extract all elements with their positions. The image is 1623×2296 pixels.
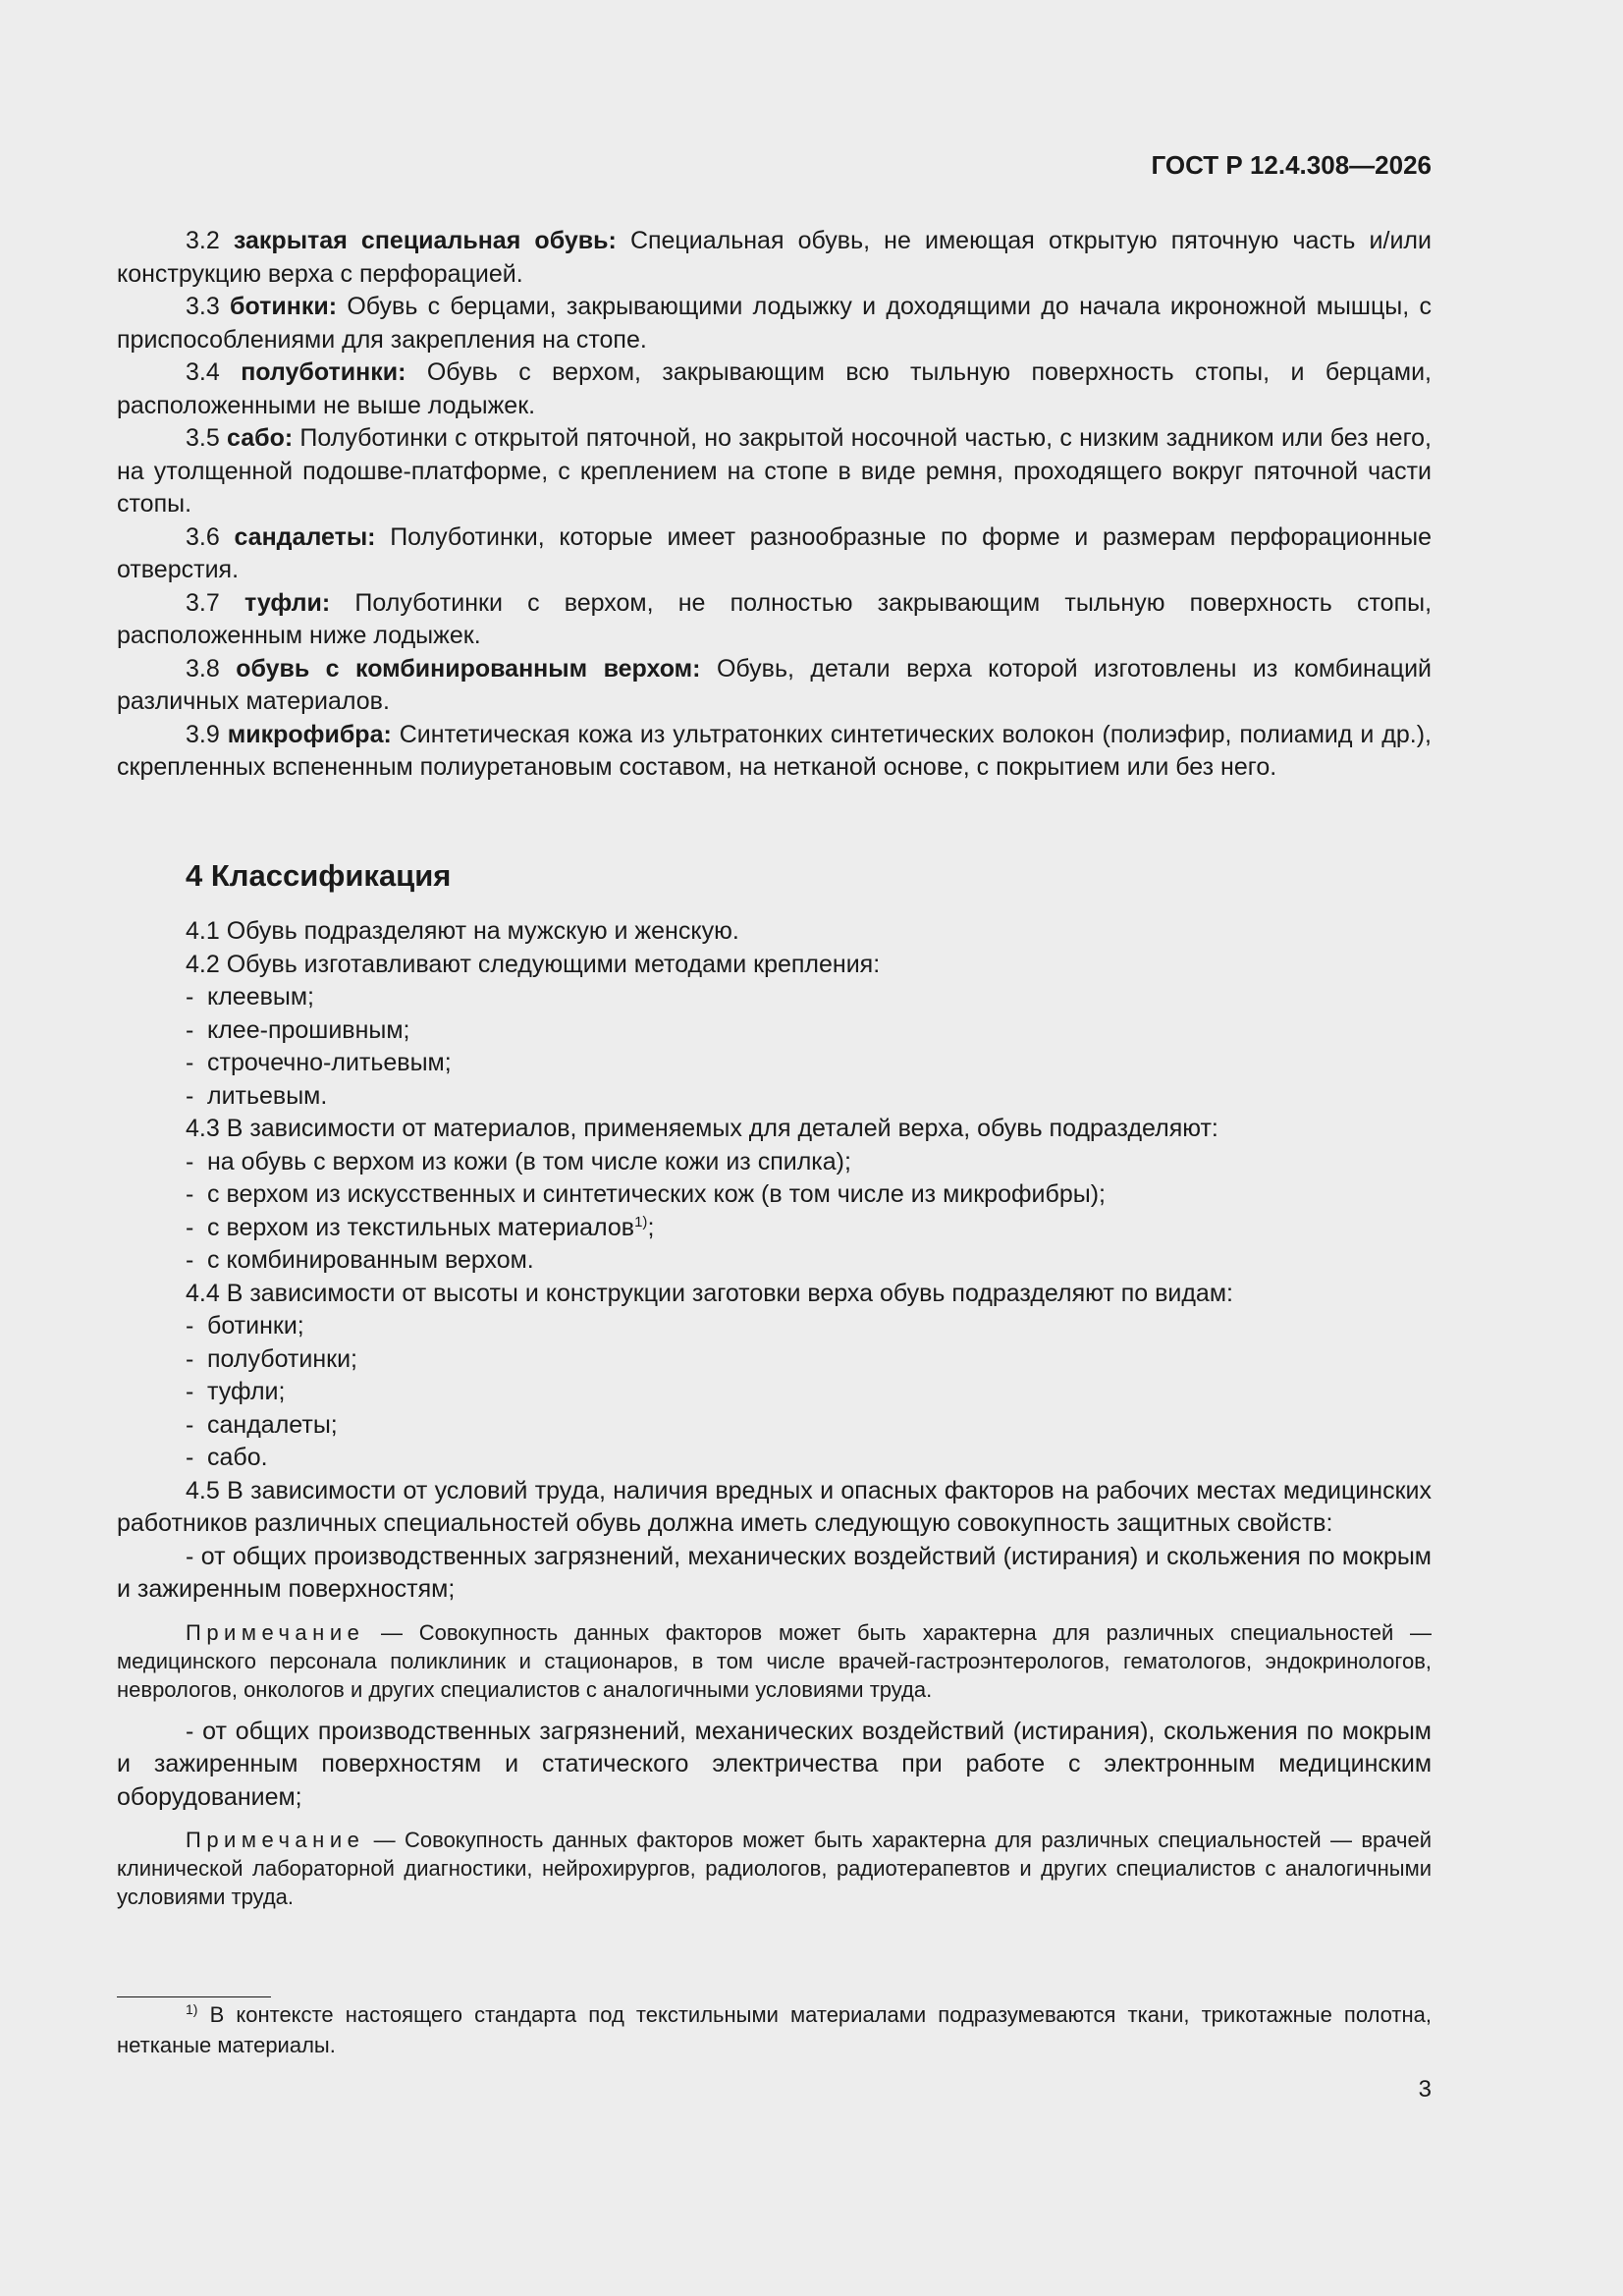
term-name: закрытая специальная обувь: (233, 227, 617, 254)
clause-4-1: 4.1 Обувь подразделяют на мужскую и женскую. (186, 917, 739, 945)
term-definition: Обувь с берцами, закрывающими лодыжку и доходящими до начала икроножной мышцы, с приспособлениями для закрепления на стопе. (117, 293, 1432, 354)
note-label: Примечание (186, 1828, 365, 1852)
term-definition: Обувь, детали верха которой изготовлены из комбинаций различных материалов. (117, 654, 1433, 715)
section-heading: 4 Классификация (186, 858, 452, 893)
note-1: Примечание — Совокупность данных факторов может быть характерна для различных специальностей — медицинского персонала поликлиник и стационаров, в том числе врачей-гастроэнтерологов, гематологов, эндокринологов, неврологов, онкологов и других специалистов с аналогичными условиями труда. (117, 1619, 1432, 1702)
term-name: обувь с комбинированным верхом: (236, 654, 701, 683)
list-item: - литьевым. (186, 1081, 328, 1110)
term-definition: Полуботинки с верхом, не полностью закрывающим тыльную поверхность стопы, расположенным ниже лодыжек. (117, 588, 1433, 649)
footnote-reference: 1) (634, 1213, 648, 1230)
list-item: - клее-прошивным; (186, 1015, 410, 1044)
term-definition: Специальная обувь, не имеющая открытую пяточную часть и/или конструкцию верха с перфорацией. (117, 227, 1432, 288)
document-code: ГОСТ Р 12.4.308—2026 (1151, 150, 1432, 180)
clause-4-5: 4.5 В зависимости от условий труда, наличия вредных и опасных факторов на рабочих местах медицинских работников различных специальностей обувь должна иметь следующую совокупность защитных свойств: (117, 1476, 1432, 1537)
term-name: ботинки: (230, 293, 338, 320)
term-name: туфли: (243, 588, 331, 617)
term-3-6: 3.6 сандалеты: Полуботинки, которые имеет разнообразные по форме и размерам перфорационные отверстия. (117, 522, 1433, 583)
list-item: - сандалеты; (186, 1410, 338, 1439)
clause-4-3: 4.3 В зависимости от материалов, применяемых для деталей верха, обувь подразделяют: (186, 1115, 1218, 1142)
term-name: микрофибра: (227, 720, 392, 748)
terms-section (117, 225, 1432, 785)
list-item: - клеевым; (186, 983, 314, 1011)
list-item: - строчечно-литьевым; (186, 1049, 452, 1076)
list-item: - туфли; (186, 1378, 286, 1405)
term-3-8: 3.8 обувь с комбинированным верхом: Обувь, детали верха которой изготовлены из комбинаций различных материалов. (117, 654, 1433, 715)
list-item: - на обувь с верхом из кожи (в том числе кожи из спилка); (186, 1147, 851, 1175)
note-2: Примечание — Совокупность данных факторов может быть характерна для различных специальностей — врачей клинической лабораторной диагностики, нейрохирургов, радиологов, радиотерапевтов и других специалистов с аналогичными условиями труда. (117, 1828, 1432, 1909)
footnote-marker: 1) (186, 2001, 198, 2017)
classification-section (117, 915, 1432, 1923)
term-name: полуботинки: (241, 358, 406, 386)
term-name: сабо: (227, 424, 294, 452)
term-3-2: 3.2 закрытая специальная обувь: Специальная обувь, не имеющая открытую пяточную часть и/или конструкцию верха с перфорацией. (117, 227, 1432, 288)
term-name: сандалеты: (234, 522, 376, 551)
list-item: - с верхом из искусственных и синтетических кож (в том числе из микрофибры); (186, 1180, 1106, 1208)
term-3-9: 3.9 микрофибра: Синтетическая кожа из ультратонких синтетических волокон (полиэфир, полиамид и др.), скрепленных вспененным полиуретановым составом, на нетканой основе, с покрытием или без него. (117, 720, 1432, 781)
protective-property-1: - от общих производственных загрязнений, механических воздействий (истирания) и скольжения по мокрым и зажиренным поверхностям; (117, 1542, 1432, 1603)
clause-4-4: 4.4 В зависимости от высоты и конструкции заготовки верха обувь подразделяют по видам: (186, 1279, 1233, 1307)
list-item: - полуботинки; (186, 1344, 358, 1373)
term-definition: Полуботинки, которые имеет разнообразные по форме и размерам перфорационные отверстия. (117, 522, 1433, 583)
footnote-divider (117, 1996, 271, 1997)
protective-property-2: - от общих производственных загрязнений, механических воздействий (истирания), скольжения по мокрым и зажиренным поверхностям и статического электричества при работе с электронным медицинским оборудованием; (117, 1717, 1432, 1811)
note-label: Примечание (186, 1619, 365, 1645)
term-3-3: 3.3 ботинки: Обувь с берцами, закрывающими лодыжку и доходящими до начала икроножной мышцы, с приспособлениями для закрепления на стопе. (117, 293, 1432, 354)
list-item: - с комбинированным верхом. (186, 1246, 534, 1274)
clause-4-2: 4.2 Обувь изготавливают следующими методами крепления: (186, 950, 881, 978)
term-3-7: 3.7 туфли: Полуботинки с верхом, не полностью закрывающим тыльную поверхность стопы, расположенным ниже лодыжек. (117, 588, 1433, 649)
list-item: - с верхом из текстильных материалов$^{1)}$; (186, 1213, 655, 1241)
page-number: 3 (1418, 2076, 1432, 2103)
term-definition: Синтетическая кожа из ультратонких синтетических волокон (полиэфир, полиамид и др.), скрепленных вспененным полиуретановым составом, на нетканой основе, с покрытием или без него. (117, 720, 1432, 781)
term-3-5: 3.5 сабо: Полуботинки с открытой пяточной, но закрытой носочной частью, с низким задником или без него, на утолщенной подошве-платформе, с креплением на стопе в виде ремня, проходящего вокруг пяточной части стопы. (117, 424, 1432, 518)
term-3-4: 3.4 полуботинки: Обувь с верхом, закрывающим всю тыльную поверхность стопы, и берцами, расположенными не выше лодыжек. (117, 358, 1433, 419)
list-item: - ботинки; (186, 1312, 304, 1339)
term-definition: Обувь с верхом, закрывающим всю тыльную поверхность стопы, и берцами, расположенными не выше лодыжек. (117, 358, 1433, 419)
list-item: - сабо. (186, 1444, 268, 1471)
footnote: $^{1)}$ В контексте настоящего стандарта под текстильными материалами подразумеваются ткани, трикотажные полотна, нетканые материалы. (117, 2001, 1432, 2057)
term-definition: Полуботинки с открытой пяточной, но закрытой носочной частью, с низким задником или без него, на утолщенной подошве-платформе, с креплением на стопе в виде ремня, проходящего вокруг пяточной части стопы. (117, 424, 1432, 518)
